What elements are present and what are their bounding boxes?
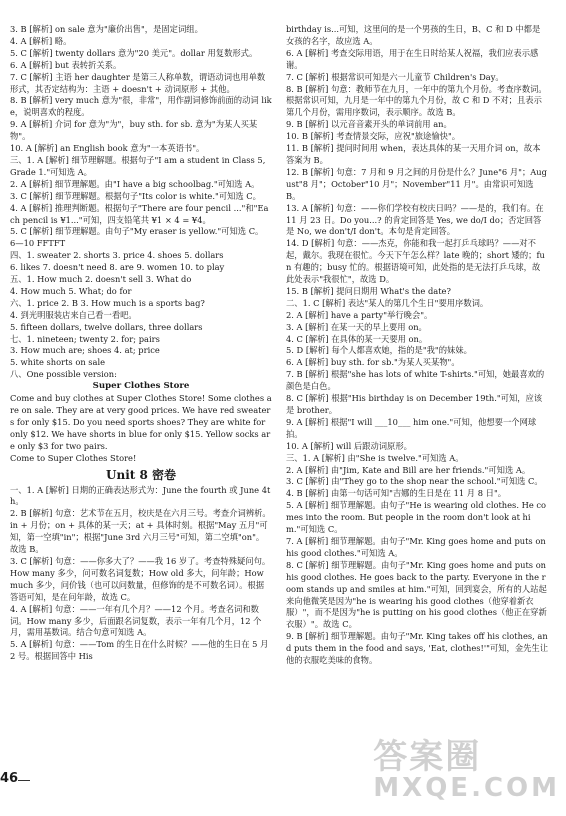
left-column-line: 5. C [解析] twenty dollars 意为"20 美元"。dollar 用复数形式。 xyxy=(10,47,258,58)
left-column-line: 五、1. How much 2. doesn't sell 3. What do xyxy=(10,274,192,285)
right-column-line: 9. B [解析] 以元音音素开头的单词前用 an。 xyxy=(286,119,452,130)
left-column-line: 4. A [解析] 推理判断题。根据句子"There are four pencil ..."和"Each pencil is ¥1..."可知，四支铅笔共 ¥1 × 4 = ¥4。 xyxy=(10,202,269,225)
right-column-line: 15. B [解析] 提问日期用 What's the date? xyxy=(286,285,451,296)
left-column-line: 9. A [解析] 介词 for 意为"为"，buy sth. for sb. 意为"为某人买某物"。 xyxy=(10,119,258,142)
right-column-line: 8. C [解析] 细节理解题。由句子"Mr. King goes home and puts on his good clothes. He goes back to the party. Everyone in the room stands up and smiles at him."可知，回到宴会，所有的人站起来向他微笑是因为"he is wearing his good clothes（他穿着新衣服）"，而不是因为"he is putting on his good clothes（他正在穿新衣服）"。故选 C。 xyxy=(286,559,547,630)
right-column-line: birthday is...可知，这里问的是一个男孩的生日，B、C 和 D 中都是女孩的名字，故应选 A。 xyxy=(286,24,541,46)
left-column-b-line: 4. A [解析] 句意：——一年有几个月？——12 个月。考查名词和数词。How many 多少，后面跟名词复数，表示一年有几个月，12 个月，需用基数词。结合句意可知选 A。 xyxy=(10,603,262,638)
right-answers xyxy=(286,24,548,667)
left-column-line: 四、1. sweater 2. shorts 3. price 4. shoes 5. dollars xyxy=(10,250,224,261)
left-column-line: 10. A [解析] an English book 意为"一本英语书"。 xyxy=(10,143,205,154)
left-column xyxy=(10,24,272,663)
left-column-line: 八、One possible version: xyxy=(10,369,117,380)
right-column-line: 11. B [解析] 提问时间用 when，表达具体的某一天用介词 on，故本答案为 B。 xyxy=(286,143,541,165)
right-column-line: 12. B [解析] 句意：7 月和 9 月之间的月份是什么？June"6 月"；August"8 月"；October"10 月"；November"11 月"。由常识可知选 B。 xyxy=(286,166,547,201)
watermark-url: MXQE.COM xyxy=(373,773,560,803)
right-column-line: 9. B [解析] 细节理解题。由句子"Mr. King takes off his clothes, and puts them in the food and says, 'Eat, clothes!'"可知，金先生让他的衣服吃美味的食物。 xyxy=(286,631,549,666)
left-column-b-line: 2. B [解析] 句意：艺术节在五月，校庆是在六月三号。考查介词辨析。in + 月份；on + 具体的某一天；at + 具体时刻。根据"May 五月"可知，第一空填"in"；根据"June 3rd 六月三号"可知，第二空填"on"。故选 B。 xyxy=(10,508,271,555)
left-column-line: 5. white shorts on sale xyxy=(10,357,106,368)
unit-heading: Unit 8 密卷 xyxy=(106,467,176,482)
right-column-line: 2. A [解析] 由"Jim, Kate and Bill are her friends."可知选 A。 xyxy=(286,464,531,475)
left-column-line: 5. C [解析] 细节理解题。由句子"My eraser is yellow."可知选 C。 xyxy=(10,226,264,237)
right-column-line: 二、1. C [解析] 表达"某人的第几个生日"要用序数词。 xyxy=(286,297,489,308)
left-column-line: 6—10 FFTFT xyxy=(10,238,66,249)
page-number-rule xyxy=(18,780,30,781)
right-column-line: 6. A [解析] 考查交际用语，用于在生日时给某人祝福，我们应表示感谢。 xyxy=(286,47,539,70)
essay-line: Come to Super Clothes Store! xyxy=(10,452,137,463)
essay-title: Super Clothes Store xyxy=(92,381,190,392)
right-column-line: 7. C [解析] 根据常识可知是六一儿童节 Children's Day。 xyxy=(286,71,504,82)
right-column-line: 13. A [解析] 句意：——你们学校有校庆日吗？——是的，我们有。在 11 月 23 日。Do you...? 的肯定回答是 Yes, we do/I do；否定回答是 No, we don't/I don't。本句是肯定回答。 xyxy=(286,202,544,237)
left-column-line: 六、1. price 2. B 3. How much is a sports bag? xyxy=(10,297,205,308)
right-column-line: 10. B [解析] 考查情景交际，应祝"旅途愉快"。 xyxy=(286,131,461,142)
right-column-line: 7. B [解析] 根据"she has lots of white T-shirts."可知，她最喜欢的颜色是白色。 xyxy=(286,369,545,392)
watermark xyxy=(373,737,560,803)
right-column-line: 6. A [解析] buy sth. for sb."为某人买某物"。 xyxy=(286,357,460,368)
page-number: 46 xyxy=(0,771,19,786)
right-column xyxy=(286,24,548,667)
left-column-line: 4. How much 5. What; do for xyxy=(10,285,132,296)
right-column-line: 三、1. A [解析] 由"She is twelve."可知选 A。 xyxy=(286,452,464,463)
right-column-line: 5. D [解析] 每个人都喜欢她，指的是"我"的妹妹。 xyxy=(286,345,472,356)
left-column-line: 5. fifteen dollars, twelve dollars, three dollars xyxy=(10,321,203,332)
left-column-line: 6. A [解析] but 表转折关系。 xyxy=(10,59,122,70)
left-column-b-line: 5. A [解析] 句意：——Tom 的生日在什么时候？——他的生日在 5 月 2 号。根据回答中 His xyxy=(10,639,269,662)
right-column-line: 8. B [解析] 句意：教师节在九月，一年中的第九个月份。考查序数词。根据常识可知，九月是一年中的第九个月份，故 C 和 D 不对；且表示第几个月份，需用序数词，表示顺序。故选 B。 xyxy=(286,83,547,118)
right-column-line: 14. D [解析] 句意：——杰克，你能和我一起打乒乓球吗？——对不起，戴尔。我现在很忙。今天下午怎么样？late 晚的；short 矮的；fun 有趣的；busy 忙的。根据语境可知，此处指的是无法打乒乓球，故此处表示"我很忙"，故选 D。 xyxy=(286,238,545,285)
essay-body xyxy=(10,393,272,464)
right-column-line: 3. A [解析] 在某一天的早上要用 on。 xyxy=(286,321,427,332)
right-column-line: 3. C [解析] 由"They go to the shop near the school."可知选 C。 xyxy=(286,476,543,487)
left-column-line: 七、1. nineteen; twenty 2. for; pairs xyxy=(10,333,160,344)
right-column-line: 7. A [解析] 细节理解题。由句子"Mr. King goes home and puts on his good clothes."可知选 A。 xyxy=(286,535,546,558)
left-column-b-line: 一、1. A [解析] 日期的正确表达形式为：June the fourth 或 June 4th。 xyxy=(10,484,271,507)
right-column-line: 4. B [解析] 由第一句话可知"吉娜的生日是在 11 月 8 日"。 xyxy=(286,488,507,499)
left-column-line: 4. 到光明服装店来自己看一看吧。 xyxy=(10,309,137,320)
left-column-line: 6. likes 7. doesn't need 8. are 9. women 10. to play xyxy=(10,262,225,273)
right-column-line: 8. C [解析] 根据"His birthday is on December 19th."可知，应该是 brother。 xyxy=(286,393,543,415)
right-column-line: 9. A [解析] 根据"I will ___10___ him one."可知，他想要一个网球拍。 xyxy=(286,416,537,439)
left-answers-part-b xyxy=(10,485,272,664)
left-column-line: 8. B [解析] very much 意为"很，非常"，用作副词修饰前面的动词 like，说明喜欢的程度。 xyxy=(10,95,272,118)
left-column-line: 三、1. A [解析] 细节理解题。根据句子"I am a student in Class 5, Grade 1."可知选 A。 xyxy=(10,154,266,177)
right-column-line: 10. A [解析] will 后跟动词原形。 xyxy=(286,440,412,451)
watermark-logo: 答案圈 xyxy=(373,737,482,777)
right-column-line: 5. A [解析] 细节理解题。由句子"He is wearing old clothes. He comes into the room. But people in the room don't look at him."可知选 C。 xyxy=(286,500,547,535)
essay-line: Come and buy clothes at Super Clothes Store! Some clothes are on sale. They are at very good prices. We have red sweaters for only $15. Do you need sports shoes? They are white for only $12. We have shorts in blue for only $15. Yellow socks are only $3 for two pairs. xyxy=(10,393,272,451)
left-answers-part-a xyxy=(10,24,272,381)
left-column-line: 2. A [解析] 细节理解题。由"I have a big schoolbag."可知选 A。 xyxy=(10,178,260,189)
right-column-line: 4. C [解析] 在具体的某一天要用 on。 xyxy=(286,333,428,344)
left-column-line: 4. A [解析] 略。 xyxy=(10,35,72,46)
left-column-b-line: 3. C [解析] 句意：——你多大了？——我 16 岁了。考查特殊疑问句。How many 多少，问可数名词复数；How old 多大，问年龄；How much 多少，问价钱（也可以问数量，但修饰的是不可数名词）。根据答语可知，是在问年龄，故选 C。 xyxy=(10,555,271,602)
left-column-line: 3. C [解析] 细节理解题。根据句子"Its color is white."可知选 C。 xyxy=(10,190,261,201)
left-column-line: 3. How much are; shoes 4. at; price xyxy=(10,345,160,356)
left-column-line: 3. B [解析] on sale 意为"廉价出售"，是固定词组。 xyxy=(10,24,203,34)
right-column-line: 2. A [解析] have a party"举行晚会"。 xyxy=(286,309,433,320)
left-column-line: 7. C [解析] 主语 her daughter 是第三人称单数，谓语动词也用单数形式，其否定结构为：主语 + doesn't + 动词原形 + 其他。 xyxy=(10,71,266,94)
